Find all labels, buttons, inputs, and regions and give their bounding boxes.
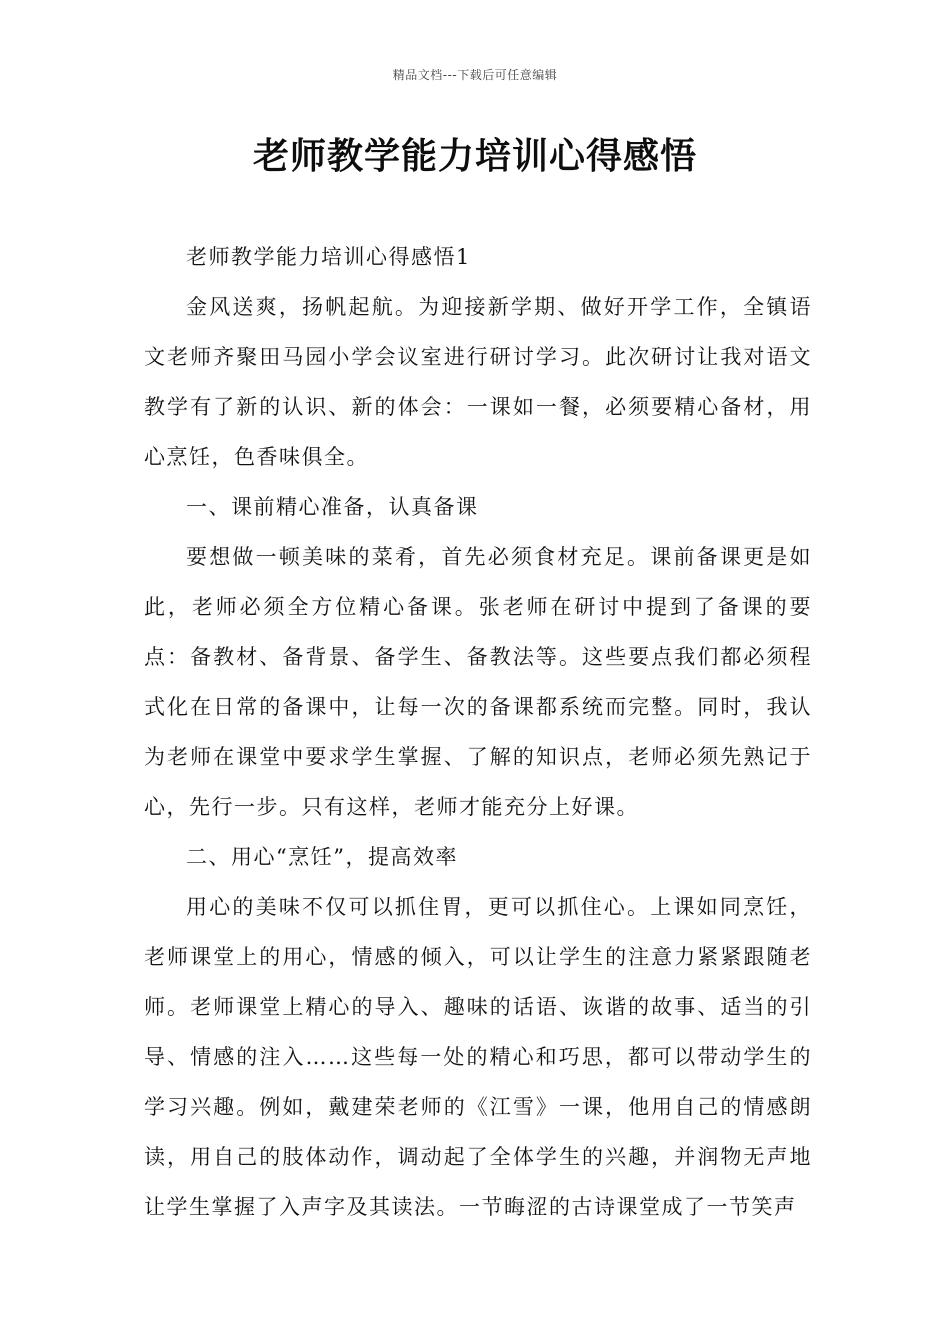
header-note: 精品文档---下载后可任意编辑 bbox=[392, 68, 558, 82]
section-heading: 二、用心“烹饪”，提高效率 bbox=[186, 845, 458, 869]
paragraph: 金风送爽，扬帆起航。为迎接新学期、做好开学工作，全镇语文老师齐聚田马园小学会议室进行研讨学习。此次研讨让我对语文教学有了新的认识、新的体会：一课如一餐，必须要精心备材，用心烹饪，色香味俱全。 bbox=[144, 295, 812, 469]
document-body bbox=[144, 232, 812, 1232]
paragraph: 用心的美味不仅可以抓住胃，更可以抓住心。上课如同烹饪，老师课堂上的用心，情感的倾入，可以让学生的注意力紧紧跟随老师。老师课堂上精心的导入、趣味的话语、诙谐的故事、适当的引导、情感的注入……这些每一处的精心和巧思，都可以带动学生的学习兴趣。例如，戴建荣老师的《江雪》一课，他用自己的情感朗读，用自己的肢体动作，调动起了全体学生的兴趣，并润物无声地让学生掌握了入声字及其读法。一节晦涩的古诗课堂成了一节笑声 bbox=[144, 895, 812, 1219]
paragraph: 要想做一顿美味的菜肴，首先必须食材充足。课前备课更是如此，老师必须全方位精心备课。张老师在研讨中提到了备课的要点：备教材、备背景、备学生、备教法等。这些要点我们都必须程式化在日常的备课中，让每一次的备课都系统而完整。同时，我认为老师在课堂中要求学生掌握、了解的知识点，老师必须先熟记于心，先行一步。只有这样，老师才能充分上好课。 bbox=[144, 545, 812, 819]
section-heading: 一、课前精心准备，认真备课 bbox=[186, 495, 479, 519]
section-heading: 老师教学能力培训心得感悟1 bbox=[186, 245, 471, 269]
document-title: 老师教学能力培训心得感悟 bbox=[252, 136, 697, 177]
